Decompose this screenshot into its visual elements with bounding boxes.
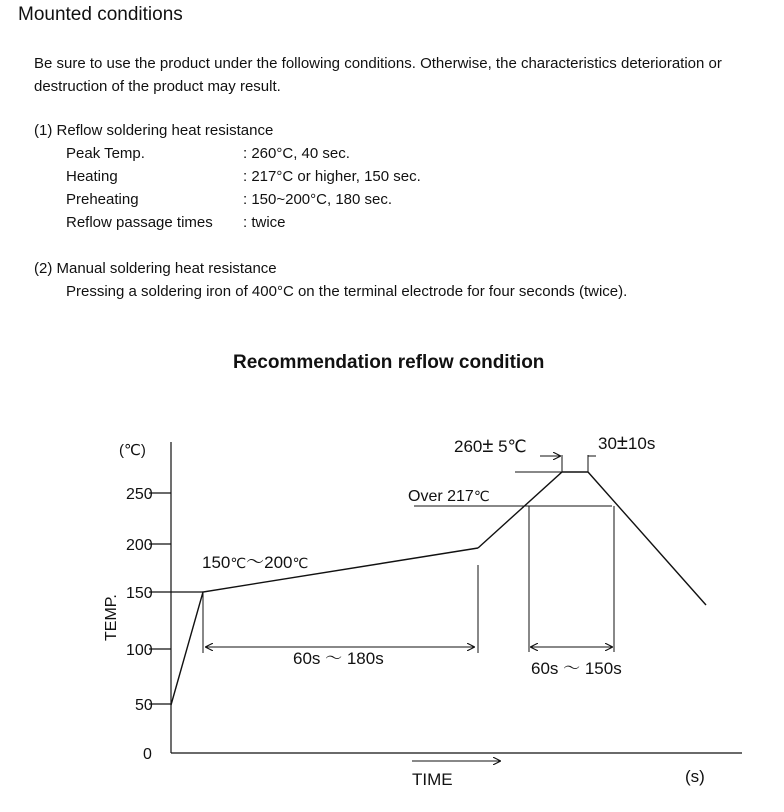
reflow-passage-label: Reflow passage times: [66, 214, 213, 231]
tick-label-150: 150: [126, 585, 153, 602]
tick-label-100: 100: [126, 642, 153, 659]
preheating-value: : 150~200°C, 180 sec.: [243, 191, 393, 208]
y-axis-label: TEMP.: [103, 594, 120, 641]
y-ticks: [126, 486, 203, 763]
reflow-heading: (1) Reflow soldering heat resistance: [34, 122, 274, 139]
peak-temp-annotation: 260± 5℃: [454, 435, 527, 457]
tick-label-200: 200: [126, 537, 153, 554]
chart-title: Recommendation reflow condition: [233, 352, 545, 373]
tick-label-250: 250: [126, 486, 153, 503]
intro-line-1: Be sure to use the product under the following conditions. Otherwise, the characteristics deterioration or: [34, 55, 722, 72]
intro-line-2: destruction of the product may result.: [34, 78, 281, 95]
heating-value: : 217°C or higher, 150 sec.: [243, 168, 421, 185]
heating-label: Heating: [66, 168, 118, 185]
page-title: Mounted conditions: [18, 4, 183, 25]
preheat-temp-annotation: 150℃～200℃: [202, 552, 309, 572]
tick-label-50: 50: [135, 697, 153, 714]
heating-time-label: 60s ～ 150s: [531, 659, 622, 678]
y-unit: (℃): [119, 442, 146, 459]
x-unit: (s): [685, 767, 705, 786]
peak-temp-value: : 260°C, 40 sec.: [243, 145, 350, 162]
reflow-passage-value: : twice: [243, 214, 286, 231]
peak-temp-label: Peak Temp.: [66, 145, 145, 162]
peak-curve: [478, 472, 706, 605]
preheat-time-label: 60s ～ 180s: [293, 649, 384, 668]
peak-time-annotation: 30±10s: [598, 432, 656, 454]
tick-label-0: 0: [143, 746, 152, 763]
over-217-annotation: Over 217℃: [408, 488, 490, 505]
manual-text: Pressing a soldering iron of 400°C on the terminal electrode for four seconds (twice).: [66, 283, 628, 300]
manual-heading: (2) Manual soldering heat resistance: [34, 260, 277, 277]
time-label: TIME: [412, 770, 453, 789]
preheating-label: Preheating: [66, 191, 139, 208]
